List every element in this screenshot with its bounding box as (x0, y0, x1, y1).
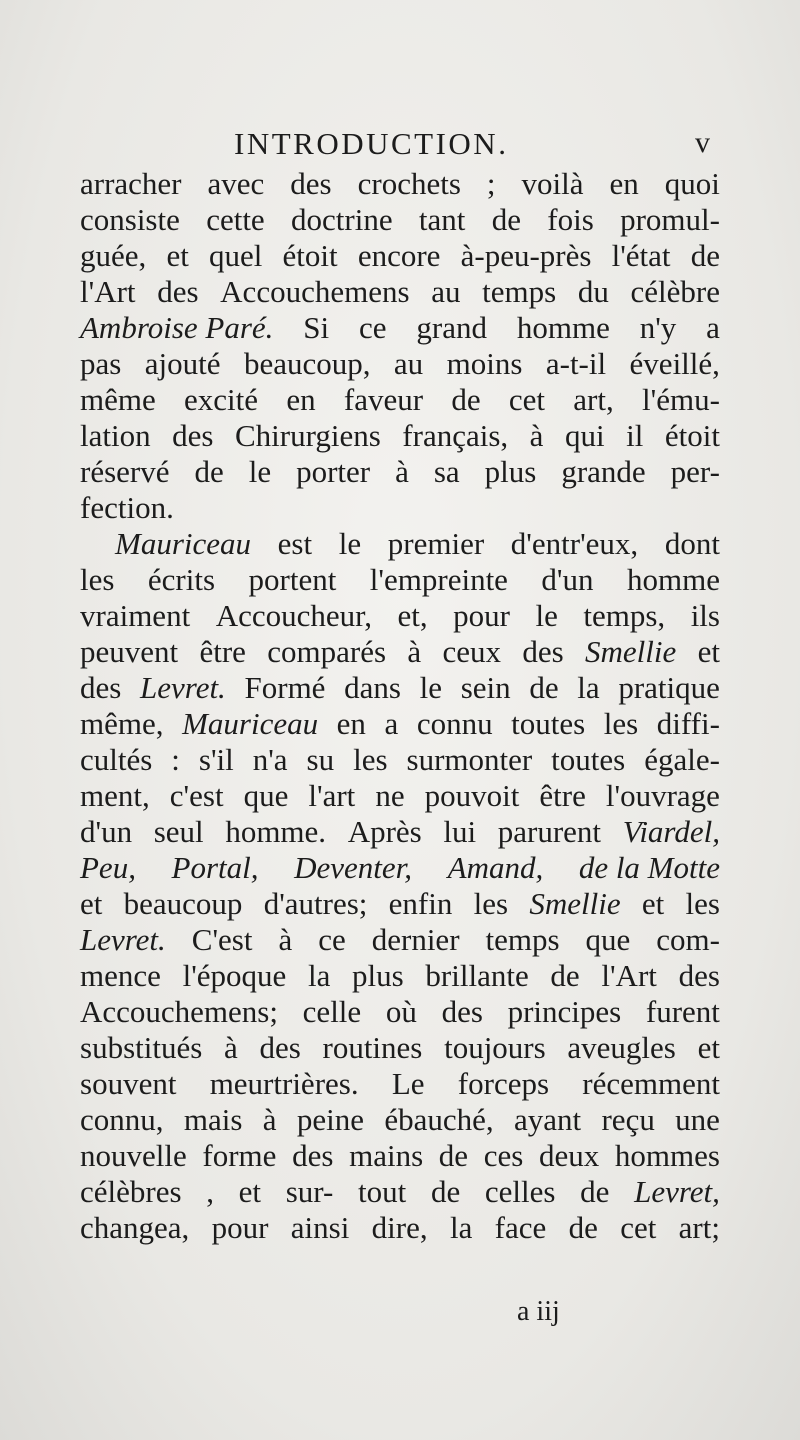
word: cultés (80, 742, 153, 777)
word: de (451, 382, 481, 417)
word: fois (547, 202, 594, 237)
word: égale- (644, 742, 720, 777)
word: l'Art (80, 274, 136, 309)
word: toutes (551, 742, 626, 777)
word: celles (484, 1174, 556, 1209)
word: d'un (80, 814, 133, 849)
text-line (80, 850, 720, 886)
word: le (419, 670, 443, 705)
word: des (157, 274, 199, 309)
word: , (206, 1174, 214, 1209)
word: lui (443, 814, 477, 849)
word: de (580, 1174, 610, 1209)
word: d'entr'eux, (510, 526, 639, 561)
word: de (430, 1174, 461, 1209)
word: à (262, 1102, 277, 1137)
word: dernier (371, 922, 460, 957)
word: du (577, 274, 609, 309)
word: l'ouvrage (605, 778, 720, 813)
text-line (80, 922, 720, 958)
word: l'Art (601, 958, 657, 993)
word: Formé (244, 670, 326, 705)
word: surmonter (406, 742, 533, 777)
word: mence (80, 958, 161, 993)
word: encore (357, 238, 441, 273)
word: comparés (267, 634, 387, 669)
word: ce (359, 310, 387, 345)
word: le (535, 598, 558, 633)
text-line (80, 382, 720, 418)
word: de (550, 958, 580, 993)
word: Accoucheur, (215, 598, 372, 633)
word: d'un (541, 562, 594, 597)
text-line (80, 958, 720, 994)
word: pouvoit (424, 778, 520, 813)
word: ainsi (290, 1210, 350, 1245)
word: n'y (639, 310, 677, 345)
word: su (306, 742, 335, 777)
word: deux (538, 1138, 600, 1173)
word: même (80, 382, 156, 417)
word: toujours (444, 1030, 546, 1065)
word: la (307, 958, 331, 993)
word: Peu, (80, 850, 136, 885)
word: célèbres (80, 1174, 182, 1209)
word: pas (80, 346, 122, 381)
word: toutes (511, 706, 586, 741)
word: le (338, 526, 362, 561)
word: diffi- (656, 706, 720, 741)
word: pour (453, 598, 510, 633)
word: doctrine (291, 202, 393, 237)
word: seul (153, 814, 204, 849)
word: Levret, (634, 1174, 720, 1209)
word: vraiment (80, 598, 191, 633)
word: c'est (169, 778, 224, 813)
word: étoit (282, 238, 338, 273)
word: ceux (442, 634, 501, 669)
word: meurtrières. (209, 1066, 359, 1101)
word: brillante (425, 958, 529, 993)
word: éveillé, (629, 346, 720, 381)
word: l'état (611, 238, 671, 273)
word: être (539, 778, 586, 813)
word: les (685, 886, 720, 921)
word: même, (80, 706, 164, 741)
text-line (80, 166, 720, 202)
word: a (384, 706, 399, 741)
word: n'a (252, 742, 288, 777)
word: les (473, 886, 509, 921)
word: récemment (582, 1066, 720, 1101)
word: temps (482, 274, 557, 309)
word: réservé (80, 454, 170, 489)
text-line (80, 634, 720, 670)
word: ils (690, 598, 720, 633)
word: à (407, 634, 422, 669)
text-line (80, 886, 720, 922)
word: Deventer, (294, 850, 413, 885)
word: a (706, 310, 720, 345)
word: célèbre (630, 274, 720, 309)
word: Le (391, 1066, 425, 1101)
text-line (80, 1030, 720, 1066)
word: enfin (388, 886, 453, 921)
signature-mark: a iij (517, 1296, 560, 1327)
word: quoi (664, 166, 720, 201)
word: dont (664, 526, 720, 561)
word: être (199, 634, 246, 669)
word: les (603, 706, 639, 741)
text-line (80, 490, 720, 526)
word: C'est (191, 922, 253, 957)
word: guée, (80, 238, 147, 273)
word: de (529, 670, 559, 705)
word: et, (397, 598, 428, 633)
word: l'époque (182, 958, 287, 993)
word: au (393, 346, 424, 381)
text-line (80, 1174, 720, 1210)
word: Si (303, 310, 330, 345)
text-line (80, 238, 720, 274)
word: des (292, 1138, 334, 1173)
word: tout (358, 1174, 407, 1209)
word: aveugles (567, 1030, 676, 1065)
word: com- (656, 922, 720, 957)
text-line (80, 598, 720, 634)
word: connu (416, 706, 493, 741)
word: Accouchemens; (80, 994, 278, 1029)
word: Mauriceau (182, 706, 319, 741)
word: mains (349, 1138, 424, 1173)
word: peine (296, 1102, 365, 1137)
word: Mauriceau (115, 526, 252, 561)
word: et (697, 634, 720, 669)
word: de (491, 202, 521, 237)
text-line (80, 742, 720, 778)
word: grand (416, 310, 487, 345)
word: a-t-il (545, 346, 607, 381)
word: et (80, 886, 103, 921)
word: homme. (225, 814, 327, 849)
word: à (278, 922, 293, 957)
word: Ambroise Paré. (80, 310, 274, 345)
word: furent (645, 994, 720, 1029)
word: et (641, 886, 665, 921)
word: face (494, 1210, 547, 1245)
word: beaucoup, (243, 346, 371, 381)
word: fection. (80, 490, 174, 525)
word: au (431, 274, 461, 309)
word: où (385, 994, 417, 1029)
word: quel (209, 238, 263, 273)
word: que (243, 778, 289, 813)
word: tant (418, 202, 466, 237)
text-line (80, 526, 720, 562)
word: voilà (521, 166, 584, 201)
word: peuvent (80, 634, 179, 669)
word: principes (507, 994, 622, 1029)
word: substitués (80, 1030, 203, 1065)
text-line (80, 1066, 720, 1102)
word: Amand, (447, 850, 544, 885)
word: les (80, 562, 115, 597)
word: des (80, 670, 122, 705)
text-line (80, 310, 720, 346)
text-line (80, 706, 720, 742)
text-line (80, 346, 720, 382)
word: souvent (80, 1066, 177, 1101)
word: grande (561, 454, 646, 489)
word: ce (318, 922, 346, 957)
word: reçu (601, 1102, 655, 1137)
word: des (259, 1030, 301, 1065)
word: mais (183, 1102, 243, 1137)
word: Portal, (171, 850, 259, 885)
word: étoit (664, 418, 720, 453)
word: en (336, 706, 366, 741)
word: est (277, 526, 313, 561)
word: temps, (583, 598, 666, 633)
word: ; (486, 166, 496, 201)
word: des (290, 166, 332, 201)
word: portent (248, 562, 337, 597)
word: et (166, 238, 189, 273)
text-line (80, 1138, 720, 1174)
word: ébauché, (384, 1102, 494, 1137)
word: Levret. (140, 670, 226, 705)
word: arracher (80, 166, 182, 201)
word: temps (485, 922, 560, 957)
word: forme (202, 1138, 277, 1173)
word: changea, (80, 1210, 190, 1245)
word: il (626, 418, 644, 453)
word: plus (484, 454, 537, 489)
word: art; (678, 1210, 720, 1245)
word: consiste (80, 202, 180, 237)
running-title: INTRODUCTION. (234, 126, 509, 161)
word: en (286, 382, 316, 417)
word: de la Motte (578, 850, 720, 885)
word: le (248, 454, 272, 489)
word: homme (516, 310, 610, 345)
word: s'il (198, 742, 234, 777)
word: que (585, 922, 631, 957)
word: des (172, 418, 214, 453)
running-header (0, 126, 800, 166)
word: ayant (514, 1102, 582, 1137)
word: en (609, 166, 639, 201)
word: dire, (371, 1210, 428, 1245)
word: à (395, 454, 409, 489)
word: qui (564, 418, 605, 453)
text-line (80, 994, 720, 1030)
word: ces (483, 1138, 524, 1173)
word: à-peu-près (460, 238, 592, 273)
word: Chirurgiens (234, 418, 381, 453)
word: parurent (497, 814, 602, 849)
word: lation (80, 418, 151, 453)
word: avec (207, 166, 265, 201)
text-line (80, 778, 720, 814)
word: des (441, 994, 483, 1029)
word: moins (446, 346, 523, 381)
word: Smellie (529, 886, 621, 921)
word: sa (433, 454, 460, 489)
word: hommes (614, 1138, 720, 1173)
text-line (80, 454, 720, 490)
word: de (690, 238, 720, 273)
word: per- (670, 454, 720, 489)
word: ment, (80, 778, 150, 813)
word: plus (352, 958, 404, 993)
word: nouvelle (80, 1138, 187, 1173)
word: connu, (80, 1102, 164, 1137)
word: : (171, 742, 180, 777)
word: à (529, 418, 544, 453)
word: une (675, 1102, 720, 1137)
word: crochets (357, 166, 461, 201)
word: la (577, 670, 600, 705)
word: premier (387, 526, 485, 561)
text-line (80, 274, 720, 310)
word: sein (460, 670, 511, 705)
word: Accouchemens (220, 274, 410, 309)
word: art, (573, 382, 614, 417)
word: pratique (618, 670, 720, 705)
text-line (80, 562, 720, 598)
page-number: v (695, 126, 710, 159)
body-text (80, 166, 720, 1246)
word: de (438, 1138, 469, 1173)
word: Smellie (584, 634, 677, 669)
word: écrits (147, 562, 216, 597)
text-line (80, 814, 720, 850)
text-line (80, 1102, 720, 1138)
word: pour (211, 1210, 269, 1245)
word: d'autres; (263, 886, 368, 921)
word: Après (347, 814, 422, 849)
word: Levret. (80, 922, 166, 957)
word: l'ému- (642, 382, 720, 417)
word: dans (344, 670, 401, 705)
word: à (224, 1030, 238, 1065)
word: et (697, 1030, 720, 1065)
text-line (80, 418, 720, 454)
word: cet (620, 1210, 657, 1245)
word: homme (626, 562, 720, 597)
word: cette (206, 202, 265, 237)
word: ne (375, 778, 405, 813)
word: sur- (285, 1174, 334, 1209)
text-line (80, 1210, 720, 1246)
word: de (568, 1210, 598, 1245)
word: les (353, 742, 388, 777)
word: français, (402, 418, 509, 453)
word: l'empreinte (369, 562, 508, 597)
word: des (678, 958, 720, 993)
word: la (449, 1210, 473, 1245)
word: excité (184, 382, 259, 417)
word: cet (508, 382, 546, 417)
text-line (80, 202, 720, 238)
word: et (238, 1174, 262, 1209)
word: de (194, 454, 224, 489)
word: Viardel, (622, 814, 720, 849)
word: des (522, 634, 564, 669)
word: faveur (343, 382, 424, 417)
text-line (80, 670, 720, 706)
word: l'art (308, 778, 356, 813)
word: routines (322, 1030, 423, 1065)
word: ajouté (144, 346, 221, 381)
word: forceps (457, 1066, 550, 1101)
word: beaucoup (123, 886, 243, 921)
word: celle (302, 994, 362, 1029)
word: porter (296, 454, 371, 489)
word: promul- (620, 202, 720, 237)
